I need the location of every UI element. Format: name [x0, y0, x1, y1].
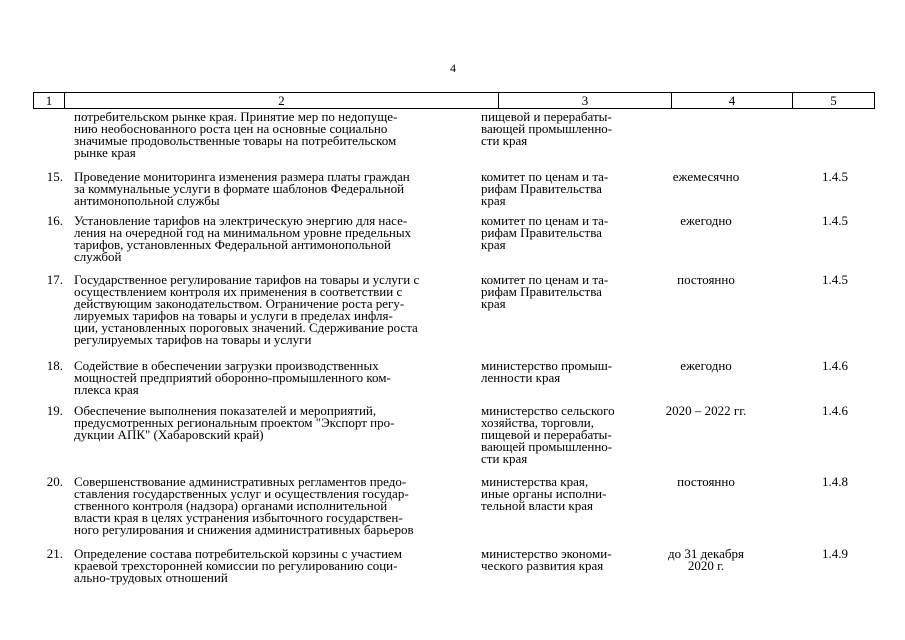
row-term: до 31 декабря 2020 г. — [668, 546, 744, 573]
row-code: 1.4.9 — [822, 546, 848, 561]
row-code: 1.4.8 — [822, 474, 848, 489]
row-number: 17. — [46, 272, 63, 287]
row-description: Обеспечение выполнения показателей и мероприятий, предусмотренных региональным проектом "Экспорт про- дукции АПК" (Хабаровский край) — [74, 403, 395, 442]
header-col-3: 3 — [499, 93, 672, 108]
row-responsible: министерство промыш- ленности края — [481, 358, 613, 385]
row-term: 2020 – 2022 гг. — [665, 403, 747, 418]
row-description: Совершенствование административных регламентов предо- ставления государственных услуг и осуществления государ- ственного контроля (надзора) органами исполнительной власти края в целях устранения избыточного государствен- ного регулирования и снижения административных барьеров — [74, 474, 414, 537]
row-term: ежегодно — [680, 213, 732, 228]
row-term: постоянно — [677, 272, 735, 287]
row-code: 1.4.5 — [822, 213, 848, 228]
row-description: Государственное регулирование тарифов на товары и услуги с осуществлением контроля их применения в соответствии с действующим законодательством. Ограничение роста регу- лируемых тарифов на товары и услуги в пределах инфля- ции, установленных пороговых значений. Сдерживание роста регулируемых тарифов на товары и услуги — [74, 272, 420, 347]
row-description: Определение состава потребительской корзины с участием краевой трехсторонней комиссии по регулированию соци- ально-трудовых отношений — [74, 546, 403, 585]
header-col-2: 2 — [65, 93, 499, 108]
row-code: 1.4.6 — [822, 358, 848, 373]
row-responsible: комитет по ценам и та- рифам Правительства края — [481, 169, 609, 208]
row-term: ежемесячно — [672, 169, 740, 184]
row-description: Проведение мониторинга изменения размера платы граждан за коммунальные услуги в формате шаблонов Федеральной антимонопольной службы — [74, 169, 410, 208]
row-number: 19. — [46, 403, 63, 418]
row-description: Содействие в обеспечении загрузки производственных мощностей предприятий оборонно-промышленного ком- плекса края — [74, 358, 391, 397]
header-col-4: 4 — [672, 93, 793, 108]
header-col-1: 1 — [34, 93, 65, 108]
row-responsible: министерства края, иные органы исполни- тельной власти края — [481, 474, 607, 513]
row-responsible: комитет по ценам и та- рифам Правительства края — [481, 272, 609, 311]
table-header — [33, 92, 875, 109]
header-col-5: 5 — [830, 93, 837, 108]
row-term: ежегодно — [680, 358, 732, 373]
row-code: 1.4.5 — [822, 272, 848, 287]
row-responsible: министерство экономи- ческого развития края — [481, 546, 612, 573]
row-number: 16. — [46, 213, 63, 228]
row-responsible: пищевой и перерабаты- вающей промышленно- сти края — [481, 109, 613, 148]
row-responsible: министерство сельского хозяйства, торговли, пищевой и перерабаты- вающей промышленно- сти края — [481, 403, 615, 466]
row-description: потребительском рынке края. Принятие мер по недопуще- нию необоснованного роста цен на основные социально значимые продовольственные товары на потребительском рынке края — [74, 109, 398, 160]
row-term: постоянно — [677, 474, 735, 489]
row-number: 18. — [46, 358, 63, 373]
row-number: 21. — [46, 546, 63, 561]
row-responsible: комитет по ценам и та- рифам Правительства края — [481, 213, 609, 252]
row-number: 20. — [46, 474, 63, 489]
row-code: 1.4.5 — [822, 169, 848, 184]
row-description: Установление тарифов на электрическую энергию для насе- ления на очередной год на минимальном уровне предельных тарифов, установленных Федеральной антимонопольной службой — [74, 213, 412, 264]
row-code: 1.4.6 — [822, 403, 848, 418]
row-number: 15. — [46, 169, 63, 184]
page-number: 4 — [450, 61, 456, 75]
